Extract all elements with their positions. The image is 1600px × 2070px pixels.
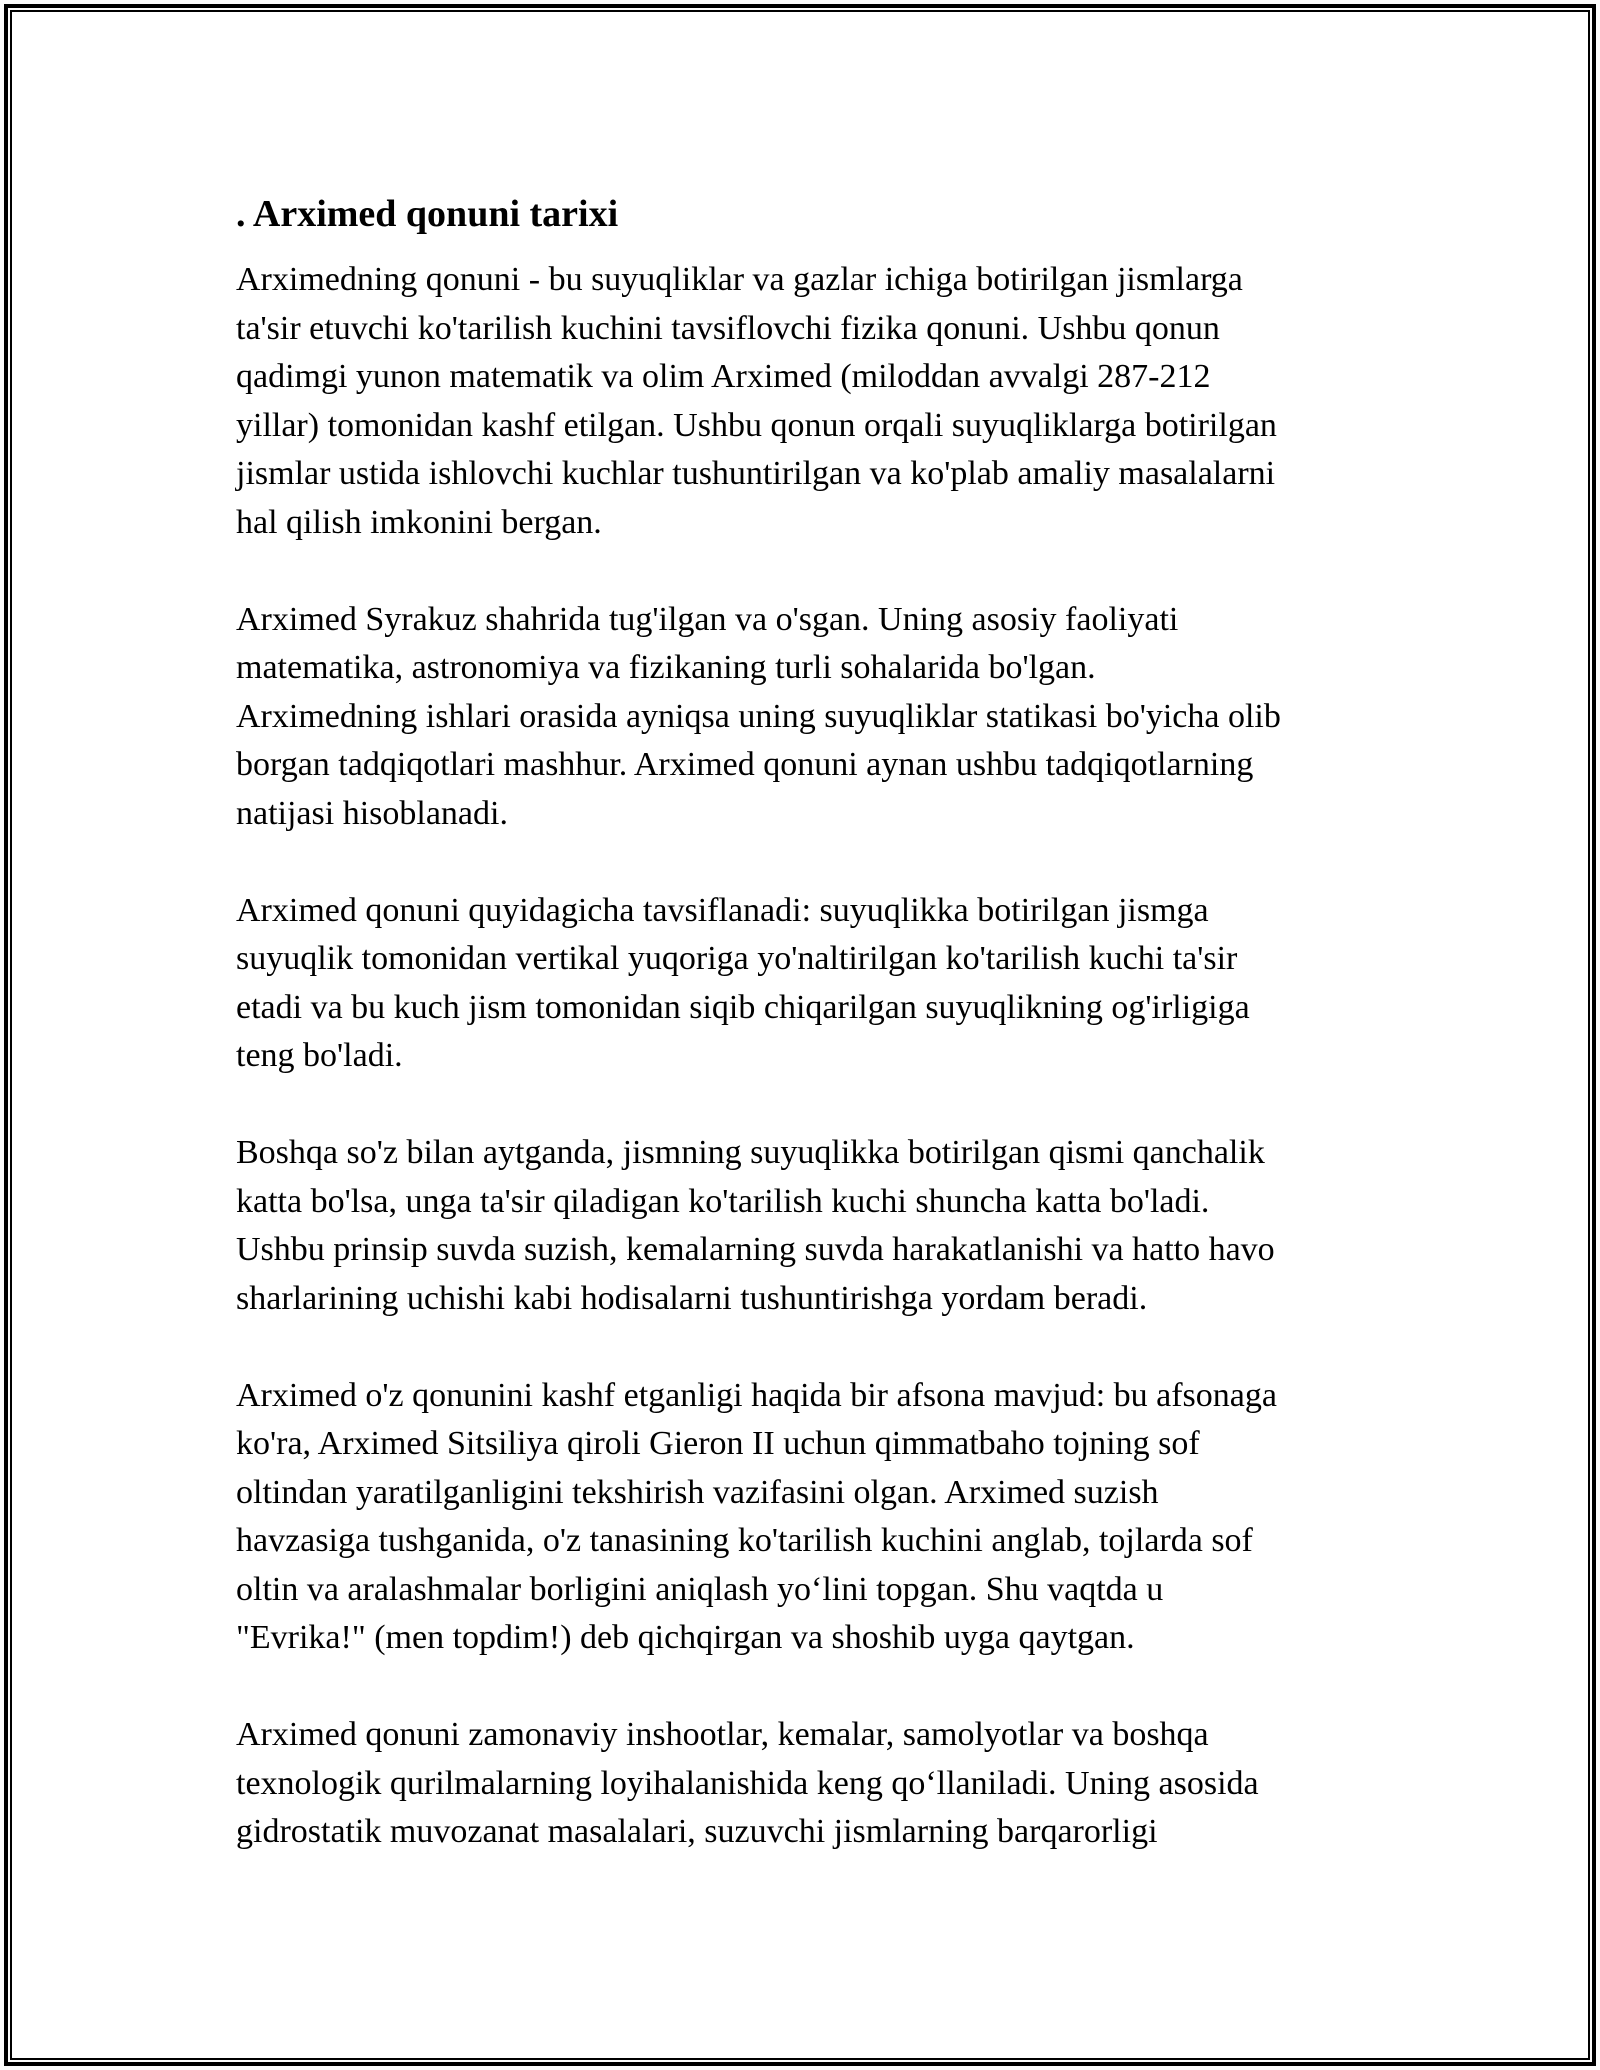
paragraph bbox=[236, 1711, 1396, 1857]
paragraph-line: teng bo'ladi. bbox=[236, 1037, 403, 1074]
paragraph-line: oltindan yaratilganligini tekshirish vazifasini olgan. Arximed suzish bbox=[236, 1473, 1159, 1511]
paragraph-line: suyuqlik tomonidan vertikal yuqoriga yo'naltirilgan ko'tarilish kuchi ta'sir bbox=[236, 940, 1238, 977]
paragraph-line: gidrostatik muvozanat masalalari, suzuvchi jismlarning barqarorligi bbox=[236, 1813, 1158, 1850]
paragraph bbox=[236, 1129, 1396, 1323]
paragraph-line: ko'ra, Arximed Sitsiliya qiroli Gieron II uchun qimmatbaho tojning sof bbox=[236, 1425, 1200, 1462]
paragraph-line: "Evrika!" (men topdim!) deb qichqirgan va shoshib uyga qaytgan. bbox=[236, 1619, 1135, 1656]
paragraph-line: jismlar ustida ishlovchi kuchlar tushuntirilgan va ko'plab amaliy masalalarni bbox=[236, 455, 1276, 492]
paragraph bbox=[236, 256, 1396, 547]
paragraph-line: ta'sir etuvchi ko'tarilish kuchini tavsiflovchi fizika qonuni. Ushbu qonun bbox=[236, 309, 1220, 347]
paragraph-line: borgan tadqiqotlari mashhur. Arximed qonuni aynan ushbu tadqiqotlarning bbox=[236, 746, 1254, 783]
paragraph-line: havzasiga tushganida, o'z tanasining ko'tarilish kuchini anglab, tojlarda sof bbox=[236, 1522, 1253, 1559]
paragraph-line: matematika, astronomiya va fizikaning turli sohalarida bo'lgan. bbox=[236, 649, 1096, 686]
paragraph-line: etadi va bu kuch jism tomonidan siqib chiqarilgan suyuqlikning og'irligiga bbox=[236, 988, 1250, 1026]
paragraph bbox=[236, 887, 1396, 1081]
paragraph-line: Boshqa so'z bilan aytganda, jismning suyuqlikka botirilgan qismi qanchalik bbox=[236, 1134, 1265, 1171]
paragraph-line: Arximedning ishlari orasida ayniqsa uning suyuqliklar statikasi bo'yicha olib bbox=[236, 697, 1281, 735]
paragraph bbox=[236, 596, 1396, 839]
paragraph-line: texnologik qurilmalarning loyihalanishida keng qo‘llaniladi. Uning asosida bbox=[236, 1764, 1259, 1802]
paragraph-line: katta bo'lsa, unga ta'sir qiladigan ko'tarilish kuchi shuncha katta bo'ladi. bbox=[236, 1182, 1210, 1220]
paragraph-list bbox=[236, 256, 1396, 1857]
paragraph-line: Ushbu prinsip suvda suzish, kemalarning suvda harakatlanishi va hatto havo bbox=[236, 1231, 1275, 1268]
paragraph-line: Arximed Syrakuz shahrida tug'ilgan va o'sgan. Uning asosiy faoliyati bbox=[236, 600, 1179, 638]
paragraph-line: Arximed qonuni quyidagicha tavsiflanadi: suyuqlikka botirilgan jismga bbox=[236, 891, 1209, 929]
document-heading: . Arximed qonuni tarixi bbox=[236, 193, 619, 235]
paragraph-line: oltin va aralashmalar borligini aniqlash yo‘lini topgan. Shu vaqtda u bbox=[236, 1570, 1164, 1608]
paragraph-line: Arximed o'z qonunini kashf etganligi haqida bir afsona mavjud: bu afsonaga bbox=[236, 1376, 1277, 1414]
paragraph-line: natijasi hisoblanadi. bbox=[236, 794, 508, 832]
paragraph-line: Arximed qonuni zamonaviy inshootlar, kemalar, samolyotlar va boshqa bbox=[236, 1716, 1209, 1753]
paragraph bbox=[236, 1372, 1396, 1663]
paragraph-line: sharlarining uchishi kabi hodisalarni tushuntirishga yordam beradi. bbox=[236, 1279, 1148, 1317]
paragraph-line: qadimgi yunon matematik va olim Arximed (miloddan avvalgi 287-212 bbox=[236, 358, 1211, 395]
document-body bbox=[236, 186, 1396, 1905]
paragraph-line: yillar) tomonidan kashf etilgan. Ushbu qonun orqali suyuqliklarga botirilgan bbox=[236, 406, 1277, 444]
paragraph-line: hal qilish imkonini bergan. bbox=[236, 503, 602, 541]
paragraph-line: Arximedning qonuni - bu suyuqliklar va gazlar ichiga botirilgan jismlarga bbox=[236, 261, 1243, 298]
